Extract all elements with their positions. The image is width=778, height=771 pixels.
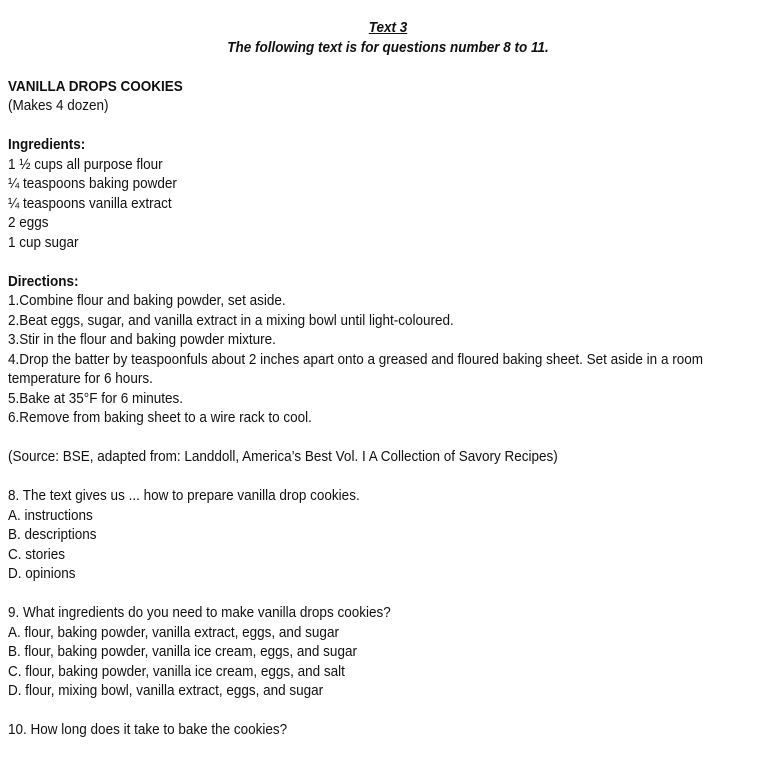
question-8-option-c: C. stories bbox=[8, 545, 66, 563]
question-10: 10. How long does it take to bake the cookies? bbox=[8, 721, 288, 738]
ingredient-item: 1 cup sugar bbox=[8, 233, 79, 251]
question-8: 8. The text gives us ... how to prepare vanilla drop cookies. bbox=[8, 487, 360, 504]
text-title-line bbox=[8, 18, 768, 38]
recipe-name-line bbox=[8, 77, 768, 97]
text-subtitle-line bbox=[8, 38, 768, 58]
question-9-option-a: A. flour, baking powder, vanilla extract, eggs, and sugar bbox=[8, 623, 339, 641]
document-page bbox=[8, 18, 768, 740]
direction-step: 5.Bake at 35°F for 6 minutes. bbox=[8, 389, 183, 407]
direction-step: 2.Beat eggs, sugar, and vanilla extract in a mixing bowl until light-coloured. bbox=[8, 311, 454, 329]
ingredient-item: ¼ teaspoons vanilla extract bbox=[8, 194, 172, 212]
recipe-yield-line bbox=[8, 96, 768, 116]
ingredient-item: 1 ½ cups all purpose flour bbox=[8, 155, 163, 173]
text-subtitle: The following text is for questions number 8 to 11. bbox=[227, 38, 549, 56]
question-9-option-b: B. flour, baking powder, vanilla ice cream, eggs, and sugar bbox=[8, 643, 357, 660]
question-8-option-b: B. descriptions bbox=[8, 526, 97, 543]
question-9-option-d: D. flour, mixing bowl, vanilla extract, eggs, and sugar bbox=[8, 682, 324, 699]
direction-step: 1.Combine flour and baking powder, set aside. bbox=[8, 292, 286, 309]
question-8-option-a: A. instructions bbox=[8, 506, 93, 524]
directions-heading-line bbox=[8, 272, 768, 292]
source-citation-line bbox=[8, 447, 768, 467]
recipe-yield: (Makes 4 dozen) bbox=[8, 97, 109, 114]
direction-step: 4.Drop the batter by teaspoonfuls about 2 inches apart onto a greased and floured baking sheet. Set aside in a room temperature for 6 hours. bbox=[8, 350, 703, 387]
ingredient-item: 2 eggs bbox=[8, 214, 49, 231]
text-title: Text 3 bbox=[368, 19, 408, 36]
direction-step: 6.Remove from baking sheet to a wire rack to cool. bbox=[8, 409, 312, 426]
source-citation: (Source: BSE, adapted from: Landdoll, America’s Best Vol. I A Collection of Savory Recipes) bbox=[8, 448, 558, 465]
question-8-option-d: D. opinions bbox=[8, 565, 76, 582]
ingredient-item: ¼ teaspoons baking powder bbox=[8, 175, 177, 192]
directions-heading: Directions: bbox=[8, 272, 79, 290]
question-9-option-c: C. flour, baking powder, vanilla ice cream, eggs, and salt bbox=[8, 662, 345, 680]
question-9: 9. What ingredients do you need to make vanilla drops cookies? bbox=[8, 604, 391, 621]
recipe-name: VANILLA DROPS COOKIES bbox=[8, 77, 183, 95]
direction-step: 3.Stir in the flour and baking powder mixture. bbox=[8, 331, 276, 348]
ingredients-heading-line bbox=[8, 135, 768, 155]
ingredients-heading: Ingredients: bbox=[8, 136, 86, 153]
